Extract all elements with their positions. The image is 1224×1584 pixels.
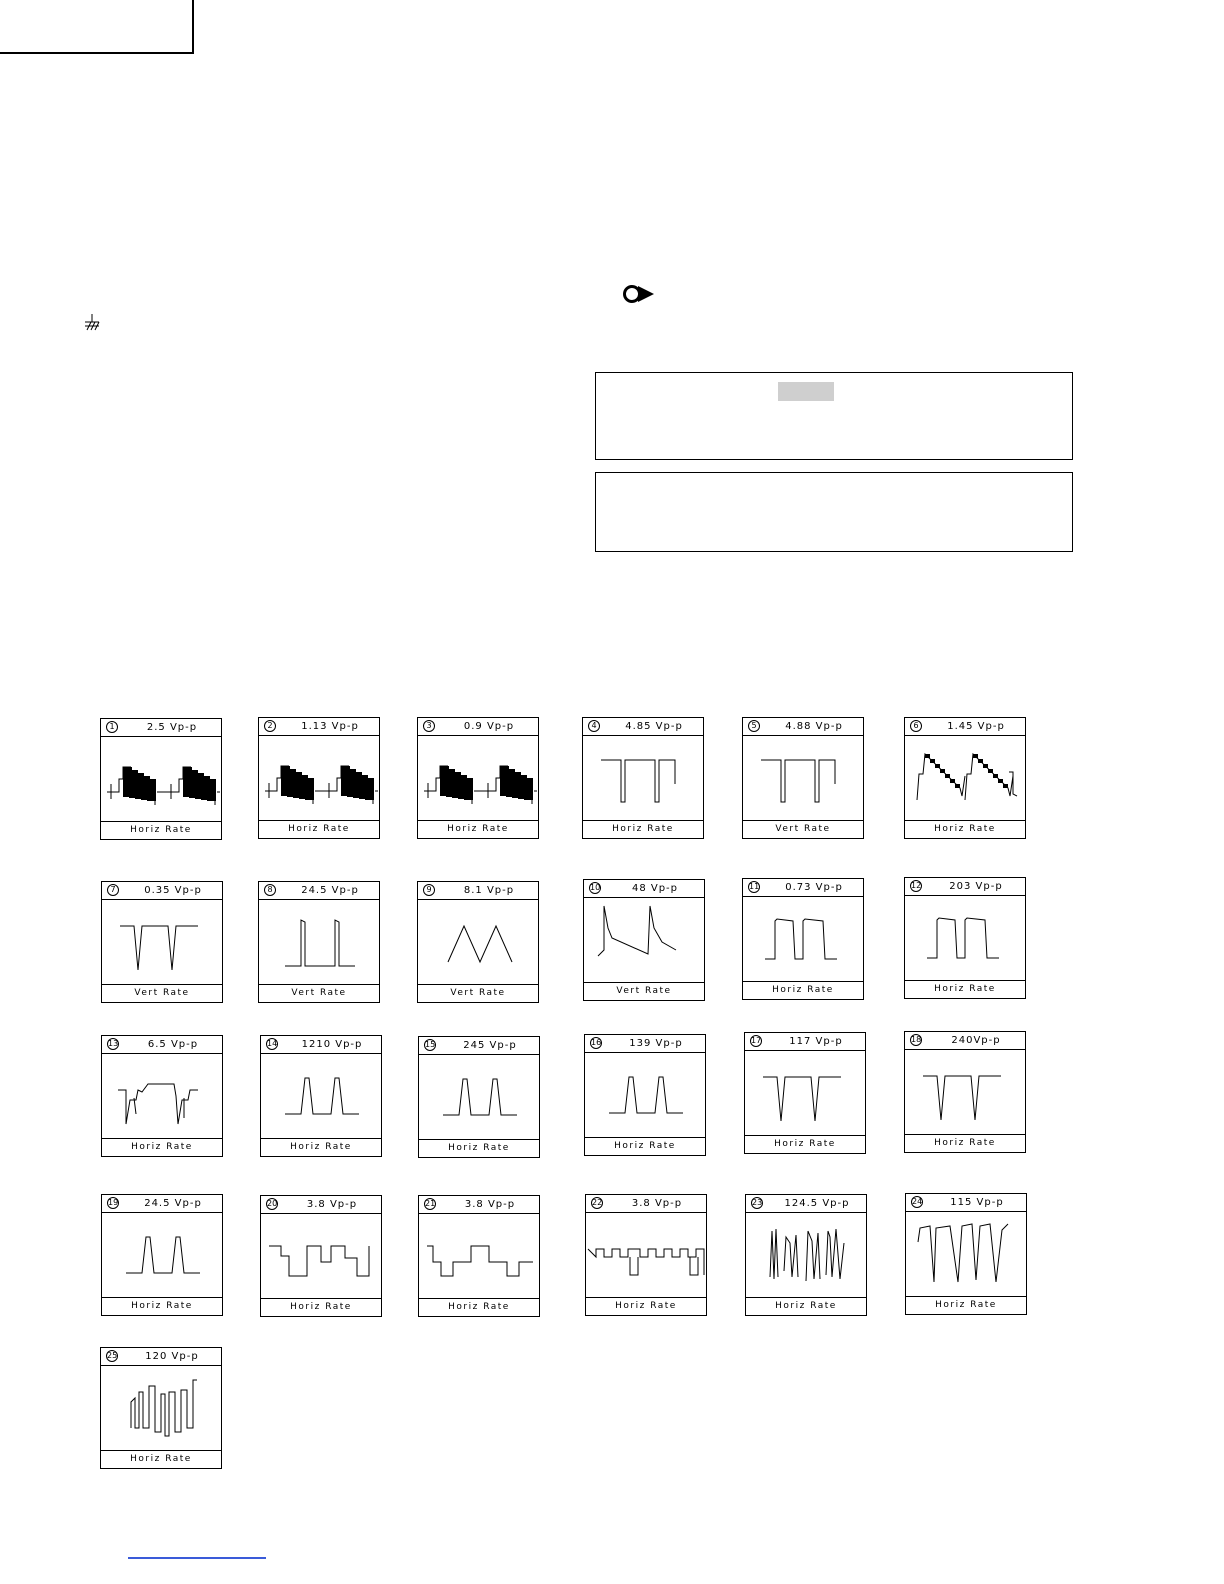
waveform-trace — [102, 1054, 221, 1136]
waveform-rate: Vert Rate — [584, 982, 704, 1000]
test-point-icon — [622, 283, 656, 305]
waveform-header — [743, 879, 863, 897]
waveform-panel — [745, 1194, 867, 1316]
waveform-panel — [258, 717, 380, 839]
waveform-amplitude: 1.13 Vp-p — [301, 721, 359, 732]
waveform-rate: Vert Rate — [743, 820, 863, 838]
waveform-panel — [742, 717, 864, 839]
page-corner-frame — [0, 0, 194, 54]
waveform-trace — [101, 1366, 220, 1448]
waveform-header — [586, 1195, 706, 1213]
waveform-number: 20 — [267, 1199, 278, 1208]
waveform-number: 23 — [752, 1198, 763, 1207]
waveform-number: 4 — [588, 720, 600, 732]
waveform-amplitude: 203 Vp-p — [949, 881, 1003, 892]
waveform-rate: Horiz Rate — [261, 1138, 381, 1156]
waveform-trace — [259, 900, 378, 982]
waveform-trace — [743, 897, 862, 979]
waveform-header — [584, 880, 704, 898]
waveform-trace — [419, 1214, 538, 1296]
waveform-amplitude: 3.8 Vp-p — [306, 1199, 358, 1210]
waveform-number: 10 — [590, 883, 601, 892]
waveform-rate: Horiz Rate — [261, 1298, 381, 1316]
waveform-header — [259, 882, 379, 900]
waveform-number: 15 — [425, 1040, 436, 1049]
waveform-panel — [418, 1036, 540, 1158]
waveform-number: 7 — [107, 884, 119, 896]
waveform-rate: Horiz Rate — [585, 1137, 705, 1155]
waveform-amplitude: 1.45 Vp-p — [947, 721, 1005, 732]
waveform-trace — [585, 1053, 704, 1135]
waveform-amplitude: 4.85 Vp-p — [625, 721, 683, 732]
waveform-trace — [905, 896, 1024, 978]
waveform-header — [746, 1195, 866, 1213]
waveform-rate: Horiz Rate — [418, 820, 538, 838]
waveform-header — [102, 882, 222, 900]
waveform-amplitude: 3.8 Vp-p — [631, 1198, 683, 1209]
waveform-rate: Horiz Rate — [583, 820, 703, 838]
waveform-header — [261, 1196, 381, 1214]
waveform-trace — [743, 736, 862, 818]
footer-link-underline[interactable] — [128, 1557, 266, 1559]
waveform-panel — [417, 717, 539, 839]
waveform-panel — [100, 1347, 222, 1469]
waveform-amplitude: 6.5 Vp-p — [147, 1039, 199, 1050]
waveform-header — [101, 1348, 221, 1366]
waveform-amplitude: 117 Vp-p — [789, 1036, 843, 1047]
waveform-header — [419, 1037, 539, 1055]
waveform-rate: Horiz Rate — [746, 1297, 866, 1315]
waveform-trace — [906, 1212, 1025, 1294]
waveform-number: 12 — [911, 881, 922, 890]
waveform-rate: Vert Rate — [418, 984, 538, 1002]
waveform-number: 19 — [108, 1198, 119, 1207]
waveform-panel — [100, 718, 222, 840]
waveform-header — [585, 1035, 705, 1053]
waveform-number: 16 — [591, 1038, 602, 1047]
waveform-amplitude: 48 Vp-p — [631, 883, 679, 894]
waveform-header — [905, 1032, 1025, 1050]
waveform-header — [418, 718, 538, 736]
waveform-trace — [261, 1214, 380, 1296]
waveform-amplitude: 120 Vp-p — [145, 1351, 199, 1362]
waveform-panel — [258, 881, 380, 1003]
waveform-panel — [904, 717, 1026, 839]
waveform-trace — [583, 736, 702, 818]
ground-icon — [84, 314, 100, 332]
waveform-rate: Horiz Rate — [906, 1296, 1026, 1314]
waveform-number: 18 — [911, 1035, 922, 1044]
waveform-amplitude: 24.5 Vp-p — [301, 885, 359, 896]
waveform-header — [101, 719, 221, 737]
waveform-header — [261, 1036, 381, 1054]
waveform-panel — [904, 1031, 1026, 1153]
waveform-panel — [418, 1195, 540, 1317]
waveform-header — [905, 878, 1025, 896]
waveform-rate: Vert Rate — [102, 984, 222, 1002]
waveform-number: 5 — [748, 720, 760, 732]
waveform-number: 21 — [425, 1199, 436, 1208]
waveform-number: 8 — [264, 884, 276, 896]
waveform-number: 2 — [264, 720, 276, 732]
waveform-trace — [418, 736, 537, 818]
waveform-header — [259, 718, 379, 736]
waveform-trace — [102, 900, 221, 982]
waveform-amplitude: 0.73 Vp-p — [785, 882, 843, 893]
waveform-header — [102, 1036, 222, 1054]
waveform-number: 14 — [267, 1039, 278, 1048]
waveform-number: 11 — [749, 882, 760, 891]
waveform-amplitude: 115 Vp-p — [950, 1197, 1004, 1208]
waveform-header — [418, 882, 538, 900]
waveform-amplitude: 245 Vp-p — [463, 1040, 517, 1051]
waveform-trace — [419, 1055, 538, 1137]
waveform-number: 1 — [106, 721, 118, 733]
waveform-rate: Horiz Rate — [905, 980, 1025, 998]
waveform-number: 17 — [751, 1036, 762, 1045]
waveform-rate: Horiz Rate — [102, 1138, 222, 1156]
waveform-panel — [101, 1035, 223, 1157]
waveform-panel — [101, 881, 223, 1003]
waveform-panel — [260, 1195, 382, 1317]
waveform-panel — [905, 1193, 1027, 1315]
waveform-header — [745, 1033, 865, 1051]
waveform-trace — [259, 736, 378, 818]
waveform-panel — [904, 877, 1026, 999]
waveform-header — [905, 718, 1025, 736]
waveform-rate: Horiz Rate — [419, 1298, 539, 1316]
waveform-rate: Vert Rate — [259, 984, 379, 1002]
waveform-trace — [261, 1054, 380, 1136]
waveform-amplitude: 2.5 Vp-p — [146, 722, 198, 733]
waveform-panel — [742, 878, 864, 1000]
waveform-panel — [584, 1034, 706, 1156]
waveform-header — [102, 1195, 222, 1213]
waveform-amplitude: 0.35 Vp-p — [144, 885, 202, 896]
waveform-amplitude: 139 Vp-p — [629, 1038, 683, 1049]
waveform-trace — [746, 1213, 865, 1295]
info-box-upper — [595, 372, 1073, 460]
waveform-trace — [102, 1213, 221, 1295]
waveform-rate: Horiz Rate — [743, 981, 863, 999]
waveform-number: 6 — [910, 720, 922, 732]
waveform-trace — [584, 898, 703, 980]
waveform-trace — [905, 736, 1024, 818]
waveform-amplitude: 0.9 Vp-p — [463, 721, 515, 732]
info-box-lower — [595, 472, 1073, 552]
waveform-amplitude: 124.5 Vp-p — [784, 1198, 850, 1209]
highlight-label — [778, 382, 834, 401]
waveform-header — [743, 718, 863, 736]
waveform-rate: Horiz Rate — [101, 1450, 221, 1468]
waveform-number: 3 — [423, 720, 435, 732]
waveform-panel — [417, 881, 539, 1003]
waveform-header — [419, 1196, 539, 1214]
waveform-amplitude: 8.1 Vp-p — [463, 885, 515, 896]
waveform-panel — [585, 1194, 707, 1316]
waveform-number: 25 — [107, 1351, 118, 1360]
waveform-rate: Horiz Rate — [905, 820, 1025, 838]
waveform-rate: Horiz Rate — [259, 820, 379, 838]
waveform-trace — [905, 1050, 1024, 1132]
waveform-panel — [583, 879, 705, 1001]
waveform-amplitude: 24.5 Vp-p — [144, 1198, 202, 1209]
waveform-header — [906, 1194, 1026, 1212]
waveform-trace — [745, 1051, 864, 1133]
waveform-number: 13 — [108, 1039, 119, 1048]
waveform-amplitude: 3.8 Vp-p — [464, 1199, 516, 1210]
waveform-amplitude: 240Vp-p — [951, 1035, 1001, 1046]
waveform-rate: Horiz Rate — [102, 1297, 222, 1315]
waveform-panel — [101, 1194, 223, 1316]
waveform-rate: Horiz Rate — [745, 1135, 865, 1153]
waveform-trace — [418, 900, 537, 982]
waveform-header — [583, 718, 703, 736]
waveform-number: 9 — [423, 884, 435, 896]
waveform-rate: Horiz Rate — [905, 1134, 1025, 1152]
waveform-trace — [586, 1213, 705, 1295]
waveform-amplitude: 1210 Vp-p — [301, 1039, 363, 1050]
waveform-amplitude: 4.88 Vp-p — [785, 721, 843, 732]
waveform-rate: Horiz Rate — [586, 1297, 706, 1315]
waveform-number: 22 — [592, 1198, 603, 1207]
waveform-trace — [101, 737, 220, 819]
waveform-panel — [582, 717, 704, 839]
waveform-panel — [260, 1035, 382, 1157]
waveform-panel — [744, 1032, 866, 1154]
waveform-rate: Horiz Rate — [419, 1139, 539, 1157]
waveform-rate: Horiz Rate — [101, 821, 221, 839]
waveform-number: 24 — [912, 1197, 923, 1206]
